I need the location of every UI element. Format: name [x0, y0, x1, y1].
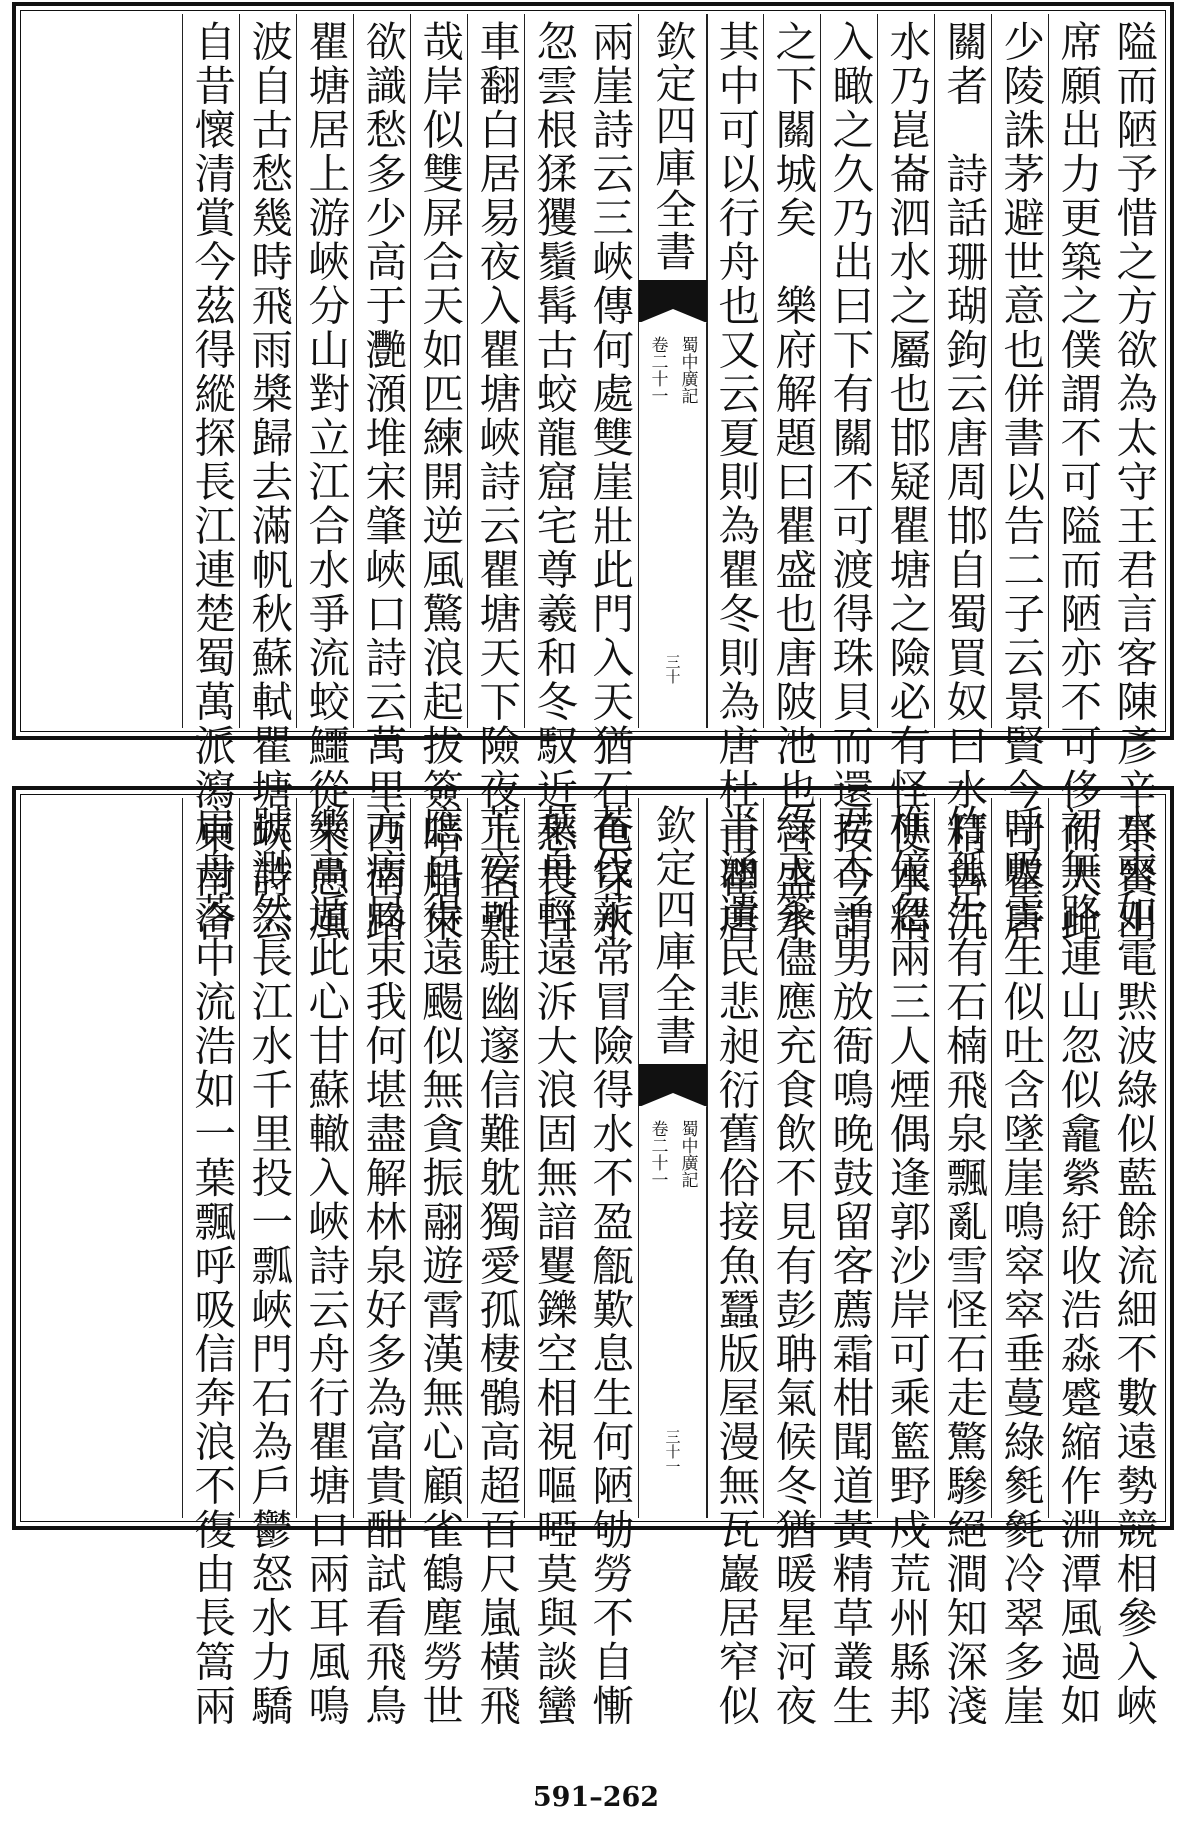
column-text: 呼吸雲生似吐含墜崖鳴窣窣垂蔓綠毿毿冷翠多崖 [996, 804, 1046, 1728]
column-text: 其中可以行舟也又云夏則為瞿冬則為唐杜甫瞿唐 [711, 20, 761, 944]
column-text: 方病局束我何堪盡解林泉好多為富貴酣試看飛鳥 [358, 804, 408, 1728]
column-text: 扁舟落中流浩如一葉飄呼吸信奔浪不復由長篙兩 [187, 804, 237, 1728]
text-column [820, 798, 878, 1728]
column-text: 少陵誅茅避世意也併書以告二子云景賢今司瞿唐 [996, 20, 1046, 944]
text-column [524, 798, 582, 1728]
page-top [12, 2, 1174, 944]
text-column [353, 14, 411, 944]
column-text: 號渺然長江水千里投一瓢峽門石為戶鬱怒水力驕 [244, 804, 294, 1728]
column-text: 哉岸似雙屏合天如匹練開逆風驚浪起拔簽暗船來 [415, 20, 465, 944]
column-text: 樵僮忽兩三人煙偶逢郭沙岸可乘籃野戍荒州縣邦 [882, 804, 932, 1728]
text-column [239, 798, 297, 1728]
text-column [410, 14, 468, 944]
text-column [467, 798, 525, 1728]
text-column [763, 14, 821, 944]
text-column [706, 798, 764, 1728]
text-column [1105, 798, 1162, 1728]
column-text: 葉舟輕遠泝大浪固無諳矍鑠空相視嘔啞莫與談蠻 [529, 804, 579, 1728]
text-column [934, 14, 992, 944]
column-text: 水來如電黙波綠似藍餘流細不數遠勢競相參入峽 [1109, 804, 1159, 1728]
column-text: 車翻白居易夜入瞿塘峽詩云瞿塘天下險夜上信難 [472, 20, 522, 944]
book-title: 蜀中廣記 [677, 1120, 698, 1188]
text-column [581, 14, 638, 944]
book-info [646, 336, 701, 404]
text-column [296, 14, 354, 944]
collection-title: 欽定四庫全書 [648, 804, 697, 1056]
leaf-number: 三十一 [663, 1429, 682, 1474]
text-column [877, 798, 935, 1728]
fishtail-ornament [639, 1064, 707, 1106]
column-text: 隘而陋予惜之方欲為太守王君言客陳彥辛景賢出 [1109, 20, 1159, 944]
column-text: 菴伐薪常冒險得水不盈甔歎息生何陋劬勞不自慚 [585, 804, 635, 1728]
column-text: 欲識愁多少高于灧澦堆宋肇峽口詩云萬里西南路 [358, 20, 408, 944]
text-column [182, 798, 240, 1728]
text-column [581, 798, 638, 1728]
column-text: 關者 詩話珊瑚鉤云唐周邯自蜀買奴曰水精善沉 [939, 20, 989, 944]
collection-title: 欽定四庫全書 [648, 20, 697, 272]
text-column [763, 798, 821, 1728]
column-text: 波自古愁幾時飛雨槳歸去滿帆秋蘇軾瞿塘峽詩云 [244, 20, 294, 944]
banxin-spine [638, 14, 708, 728]
column-text: 竹孤生有石楠飛泉飄亂雪怪石走驚驂絕澗知深淺 [939, 804, 989, 1728]
text-column [296, 798, 354, 1728]
text-column [706, 14, 764, 944]
book-info [646, 1120, 701, 1188]
column-text: 樂高遁此心甘蘇轍入峽詩云舟行瞿塘口兩耳風鳴 [301, 804, 351, 1728]
text-column [1048, 798, 1106, 1728]
column-text: 君古子男放衙鳴晚鼓留客薦霜柑聞道黃精草叢生 [825, 804, 875, 1728]
leaf-number: 三十 [663, 654, 682, 684]
column-text: 忽雲根猱玃鬚髯古蛟龍窟宅尊羲和冬馭近愁畏日 [529, 20, 579, 944]
page-reference: 591–262 [532, 1782, 660, 1813]
column-text: 水乃崑崙泗水之屬也邯疑瞿塘之險必有怪使水精 [882, 20, 932, 944]
text-column [524, 14, 582, 944]
text-column [877, 14, 935, 944]
column-text: 應自得遠颺似無貪振翮遊霄漢無心顧雀鶴塵勞世 [415, 804, 465, 1728]
column-text: 兩崖詩云三峽傳何處雙崖壯此門入天猶石色穿水 [585, 20, 635, 944]
text-column [182, 14, 240, 944]
column-text: 席願出力更築之僕謂不可隘而陋亦不可侈而大此 [1053, 20, 1103, 944]
text-column [467, 14, 525, 944]
volume-label: 卷二十一 [647, 1120, 668, 1188]
column-text: 荒安可駐幽邃信難躭獨愛孤棲鶻高超百尺嵐橫飛 [472, 804, 522, 1728]
column-text: 綠玉篸儘應充食飲不見有彭聃氣候冬猶暖星河夜 [768, 804, 818, 1728]
column-text: 初無路連山忽似龕縈紆收浩淼蹙縮作淵潭風過如 [1053, 804, 1103, 1728]
text-column [934, 798, 992, 1728]
column-text: 瞿塘居上游峽分山對立江合水爭流蛟鱷從來患風 [301, 20, 351, 944]
column-text: 自昔懷清賞今茲得縱探長江連楚蜀萬派瀉東南合 [187, 20, 237, 944]
volume-label: 卷二十一 [647, 336, 668, 404]
book-title: 蜀中廣記 [677, 336, 698, 404]
column-text: 之下關城矣 樂府解題曰瞿盛也唐陂池也言盛水 [768, 20, 818, 944]
column-text: 入瞰之久乃出曰下有關不可渡得珠貝而還按今謂 [825, 20, 875, 944]
text-column [1048, 14, 1106, 944]
text-column [239, 14, 297, 944]
text-column [1105, 14, 1162, 944]
text-column [410, 798, 468, 1728]
column-text: 半涵遺民悲昶衍舊俗接魚蠶版屋漫無瓦巖居窄似 [711, 804, 761, 1728]
page-bottom [12, 786, 1174, 1728]
text-column [353, 798, 411, 1728]
banxin-spine [638, 798, 708, 1518]
fishtail-ornament [639, 280, 707, 322]
text-column [991, 14, 1049, 944]
text-column [991, 798, 1049, 1728]
text-column [820, 14, 878, 944]
